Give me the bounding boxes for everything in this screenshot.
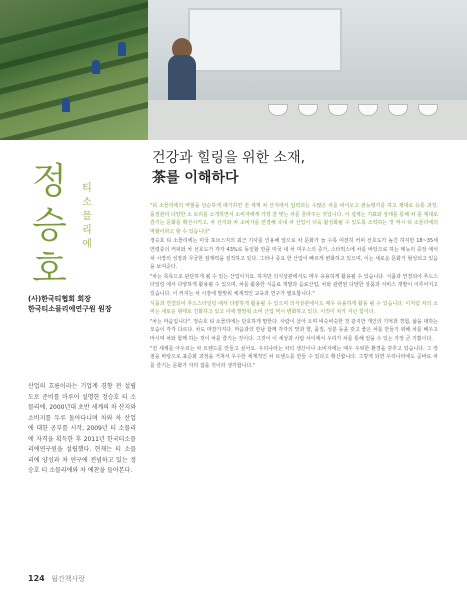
page-footer	[28, 574, 85, 584]
body-paragraph: "전 세계를 아우르는 차 트렌드를 만들고 싶어요. 우리나라는 차의 생산이나 소비자에는 매우 우위한 환경을 갖추고 있습니다. 그 장점을 바탕으로 표준화 과정을 거쳐서 우수한 세계적인 차 브랜드를 만들 수 있다고 확신합니다. 그렇게 되면 우리나라에도 곧바로 차를 즐기는 문화가 자리 잡을 것이라 생각합니다."	[150, 345, 438, 369]
heading-line-2: 茶를 이해하다	[152, 170, 239, 186]
body-paragraph: 정승호 티 소믈리에는 미국 포브스지의 최근 기사를 인용해 앞으로 차 문화가 늘 수록 여전히 커피 선호도가 높긴 하지만 18~35세 연령층의 커피와 차 선호도가 각각 43%로 동일할 만큼 미국 내 차 미우스의 증가, 스타벅스에 차를 바탕으로 하는 메뉴의 증장 에서 차 시장의 성장과 무궁한 잠재력을 짐작하고 있다. 그러나 중요 한 산업이 빠르게 변화하고 있으며, 이는 새로운 문화가 형성되고 있음을 보여준다.	[150, 238, 438, 271]
role-char-2: 소	[82, 197, 92, 208]
article-body	[150, 202, 438, 371]
role-char-1: 티	[82, 183, 92, 194]
byline-line-1: (사)한국티협회 회장	[28, 295, 91, 303]
role-title	[80, 182, 94, 252]
role-char-3: 믈	[82, 211, 92, 222]
heading-line-1: 건강과 힐링을 위한 소재,	[152, 150, 306, 166]
name-char-1: 정	[32, 161, 67, 202]
tea-tasting-photo	[148, 0, 467, 140]
name-char-3: 호	[32, 249, 67, 290]
role-char-5: 에	[82, 239, 92, 250]
body-paragraph: "티 소믈리에의 역할을 단순하게 얘기하면 전 세계 차 산지에서 입력되는 수많은 차를 바이오고 관능평가를 하고 제대로 유통 과정, 품질관리 다양한 소 토리를 소개하면서 소비자에게 가장 잘 맞는 차를 골라주는 것입니다. 이 설계는 기표와 상태를 통해 차 를 제대로 즐기는 문화를 확산시키고, 차 산지와 차 소비자를 연결해 국내 차 산업이 더욱 활성화될 수 있도록 조력하는 것 역시 티 소믈리에의 역할이라고 할 수 있습니다"	[150, 203, 438, 235]
name-title	[32, 160, 72, 292]
role-char-4: 리	[82, 225, 92, 236]
intro-text: 산업의 흐름이라는 기업계 경향 전 설립도로 준비를 마루어 설명한 정승호 티 소믈리에. 2000년대 초반 세계의 차 산지와 소비지를 두루 돌아다니며 차와 차 산업에 대한 공부를 시작, 2009년 티 소믈리에 자격을 획득한 후 2011년 한국티소믈리에연구원을 설립했다. 현재는 티 소믈리에 양성과 차 연구에 전념하고 있는 정승호 티 소믈리에와 차 예찬을 들어본다.	[28, 383, 136, 474]
body-paragraph: "차는 마음입니다". 정승호 티 소믈리에는 단호하게 말한다. 사람이 살아 오며 비슷비슷한 것 같지만 개인의 기억과 경험, 삶을 대하는 모습이 각각 다르다. 차도 마찬가지다. 마음과의 만남 함께 각각의 맛과 향, 품질, 성분 등을 갖고 좋은 차를 만들기 위해 차를 배우고 마시며 차와 함께 하는 것이 차를 즐기는 것이다. 그것이 이 세상과 사람 사이에서 우리가 차를 통해 얻을 수 있는 가장 큰 기쁨이다.	[150, 318, 438, 342]
byline	[28, 294, 112, 314]
tea-plantation-photo	[0, 0, 148, 140]
body-paragraph: 식품과 연결되어 푸드스타일링 에서 다양하게 활용될 수 있으며 의식상관에서도 매우 유용하게 활용 될 수 있습니다. 이처럼 차의 소비는 새로운 형태로 진화하고 있고 이에 발맞춰 소비 산업 역시 변화하고 있다. 이것이 차가 지닌 힘이다.	[150, 300, 438, 316]
body-paragraph: "차는 목록으로 판단하게 될 수 있는 산업이지요. 하지만 의식상관에서도 매우 유용하게 활용될 수 있습니다. 식품과 연결되어 푸드스타일링 에서 다양하게 활용될 수 있으며, 차를 활용한 식음료 개발과 음료산업, 차와 관련된 다양한 상품과 서비스 개발이 이루어지고 있습니다. 이 커지는 차 시장에 발맞춰 체계적인 교육과 연구가 필요합니다."	[150, 273, 438, 297]
page-number: 124	[28, 574, 45, 583]
magazine-name: 월간책사랑	[51, 575, 86, 583]
article-heading	[152, 148, 305, 188]
name-char-2: 승	[32, 205, 67, 246]
byline-line-2: 한국티소믈리에연구원 원장	[28, 305, 112, 313]
